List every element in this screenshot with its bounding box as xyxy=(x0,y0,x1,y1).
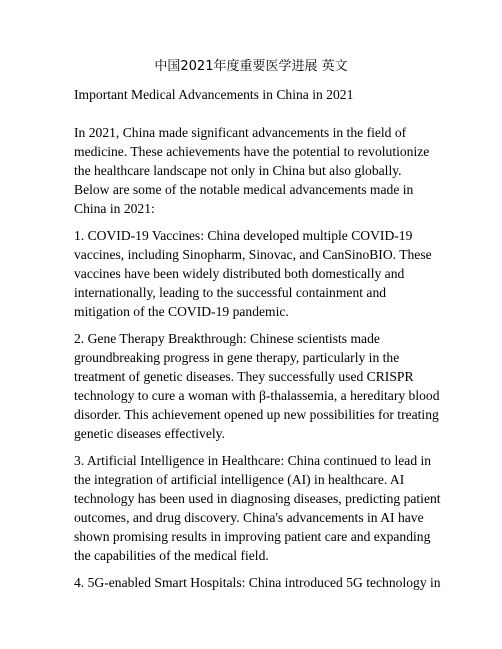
text-line: 4. 5G-enabled Smart Hospitals: China introduced 5G technology in xyxy=(74,575,441,590)
text-line: shown promising results in improving patient care and expanding xyxy=(74,529,431,544)
text-line: Below are some of the notable medical advancements made in xyxy=(74,182,414,197)
text-line: 1. COVID-19 Vaccines: China developed multiple COVID-19 xyxy=(74,228,413,243)
text-line: 3. Artificial Intelligence in Healthcare: China continued to lead in xyxy=(74,453,432,468)
section-heading: Important Medical Advancements in China in 2021 xyxy=(74,87,354,102)
text-line: groundbreaking progress in gene therapy, particularly in the xyxy=(74,350,400,365)
text-line: the capabilities of the medical field. xyxy=(74,548,269,563)
text-line: the integration of artificial intelligence (AI) in healthcare. AI xyxy=(74,472,405,487)
text-line: disorder. This achievement opened up new possibilities for treating xyxy=(74,407,439,422)
text-line: the healthcare landscape not only in China but also globally. xyxy=(74,163,402,178)
text-line: 2. Gene Therapy Breakthrough: Chinese scientists made xyxy=(74,331,380,346)
text-line: medicine. These achievements have the potential to revolutionize xyxy=(74,144,430,159)
text-line: vaccines have been widely distributed both domestically and xyxy=(74,266,405,281)
text-line: genetic diseases effectively. xyxy=(74,426,225,441)
text-line: outcomes, and drug discovery. China's advancements in AI have xyxy=(74,510,424,525)
text-line: internationally, leading to the successful containment and xyxy=(74,285,387,300)
text-line: technology has been used in diagnosing diseases, predicting patient xyxy=(74,491,441,506)
text-line: vaccines, including Sinopharm, Sinovac, and CanSinoBIO. These xyxy=(74,247,432,262)
document-title: 中国2021年度重要医学进展 英文 xyxy=(154,59,348,74)
text-line: In 2021, China made significant advancements in the field of xyxy=(74,125,407,140)
text-line: treatment of genetic diseases. They successfully used CRISPR xyxy=(74,369,414,384)
text-line: China in 2021: xyxy=(74,201,155,216)
text-line: technology to cure a woman with β-thalassemia, a hereditary blood xyxy=(74,388,440,403)
text-line: mitigation of the COVID-19 pandemic. xyxy=(74,304,289,319)
